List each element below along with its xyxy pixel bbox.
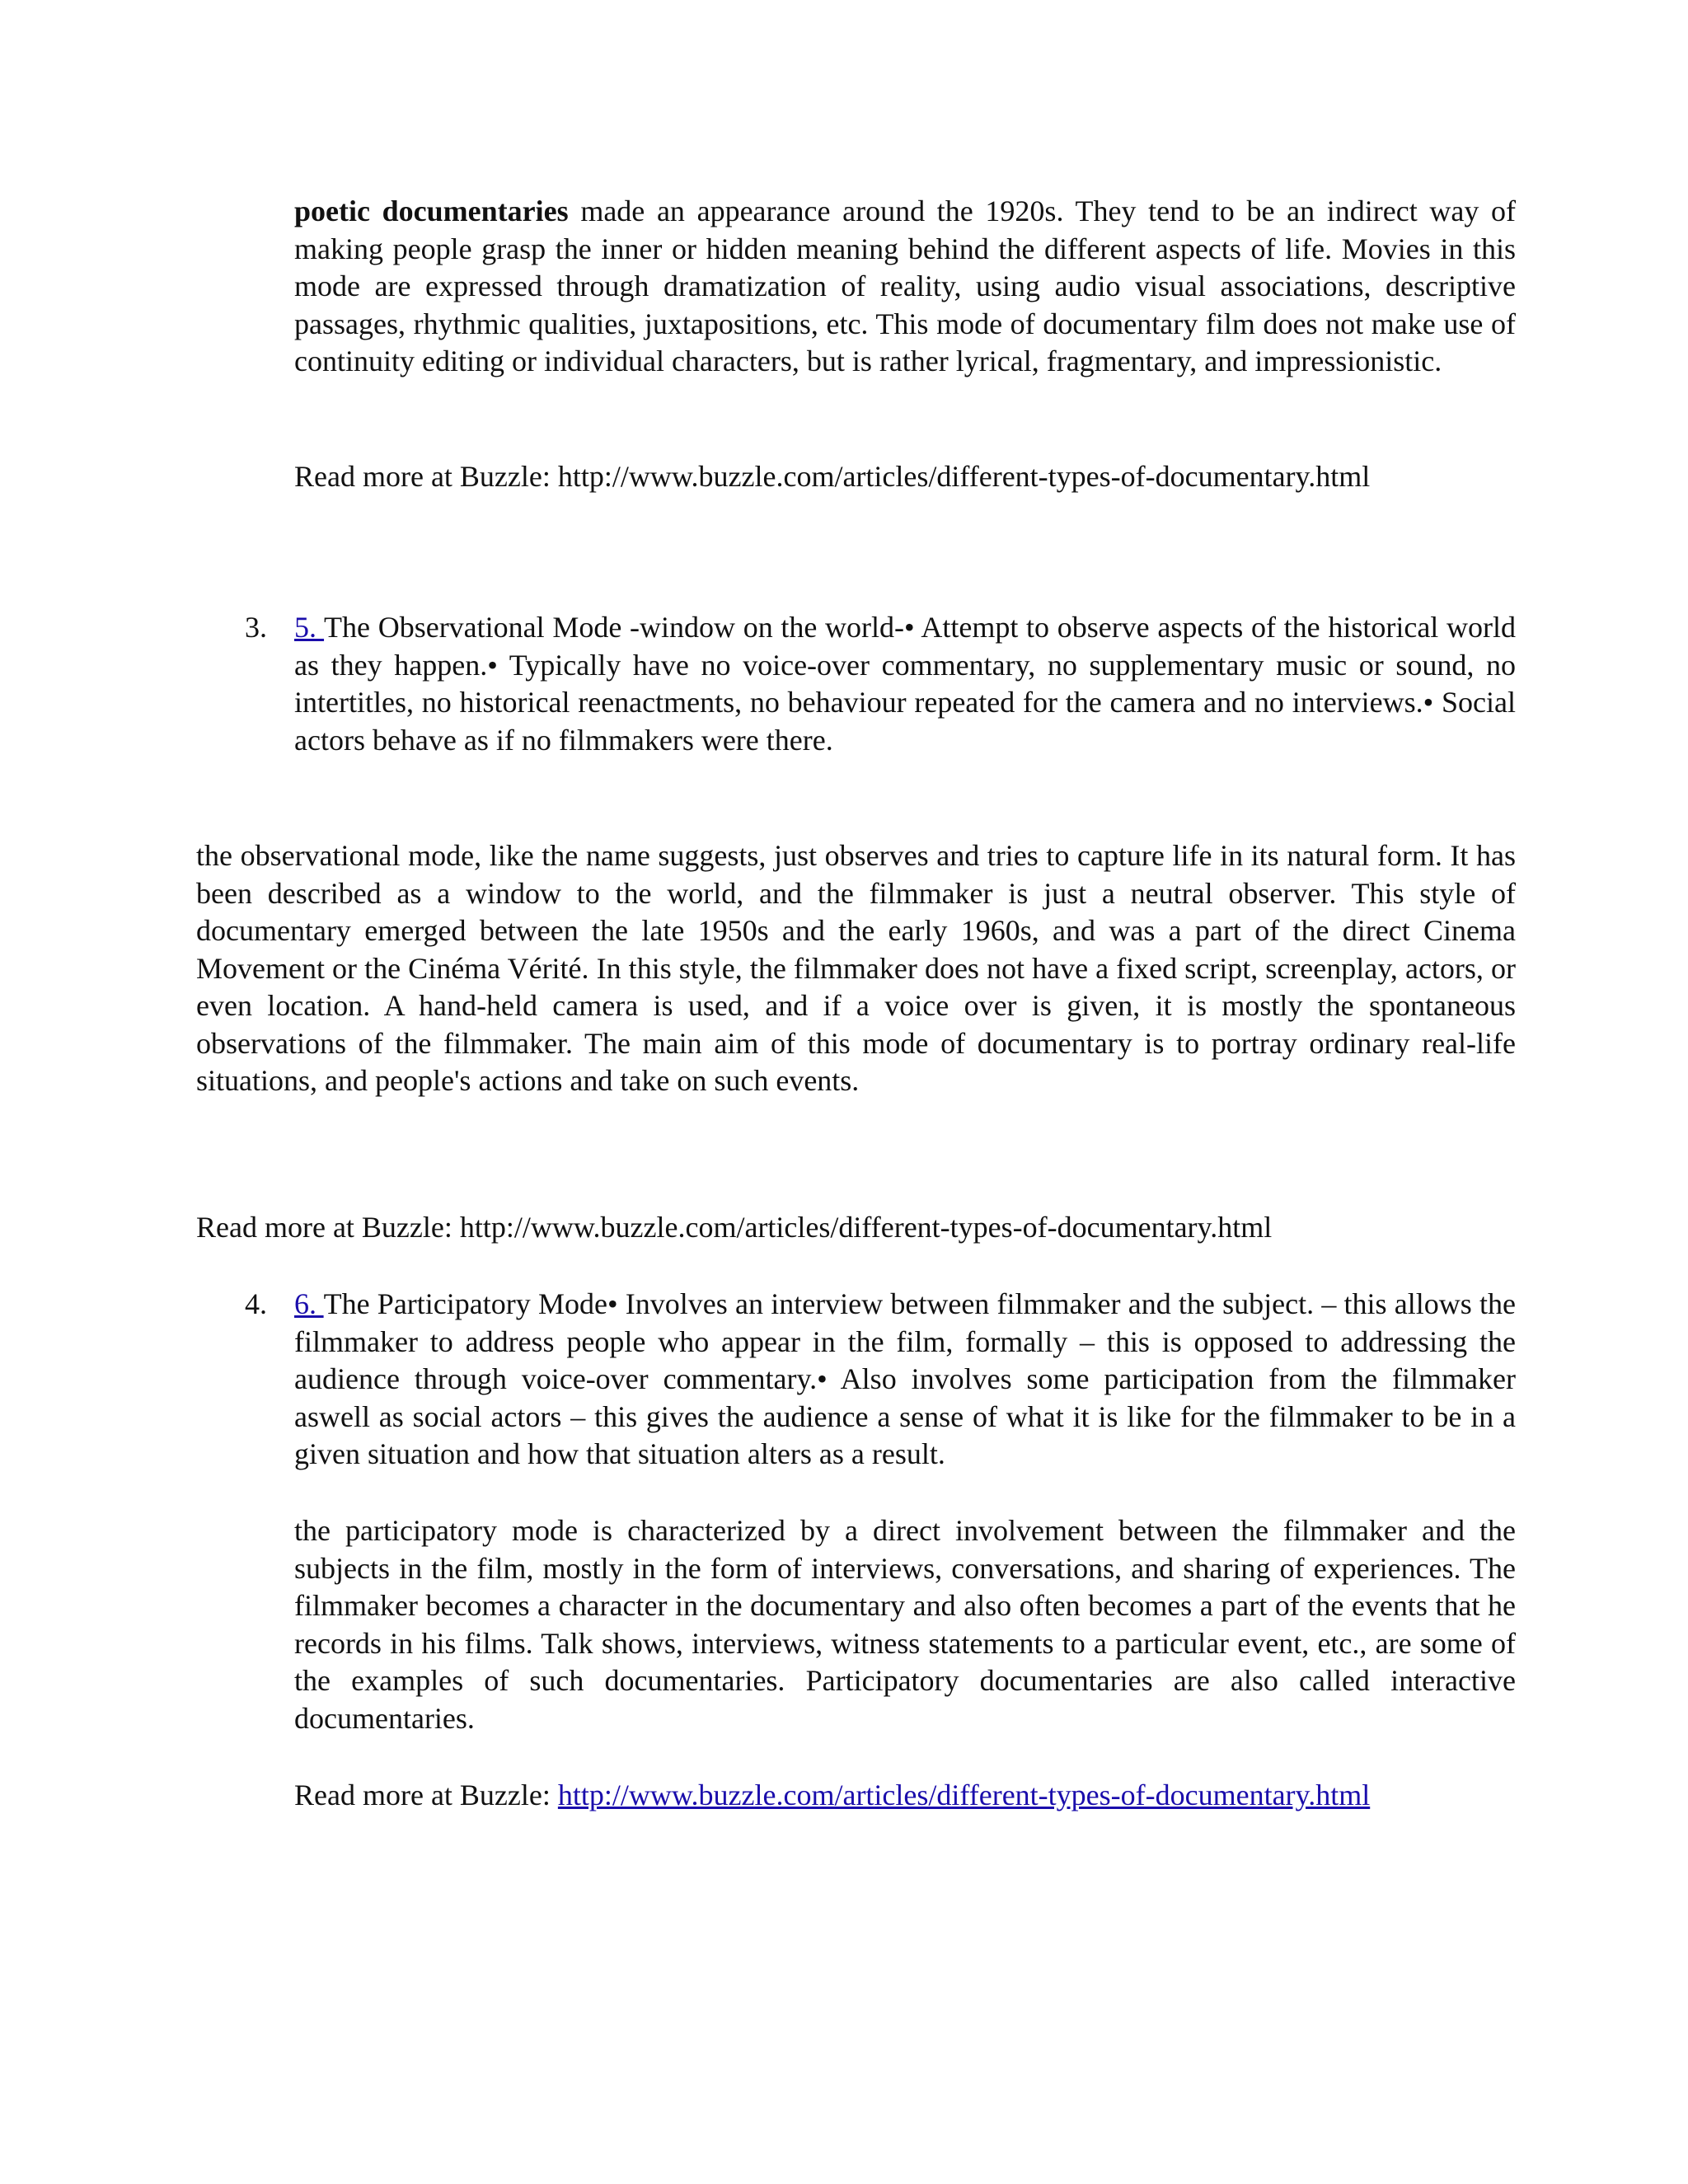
- footnote-link-5[interactable]: 5.: [294, 611, 325, 644]
- participatory-heading: [294, 1286, 1516, 1474]
- list-number-3: 3.: [245, 611, 267, 644]
- poetic-read-more: Read more at Buzzle: http://www.buzzle.com/articles/different-types-of-documentary.html: [294, 460, 1371, 493]
- observational-read-more: Read more at Buzzle: http://www.buzzle.com/articles/different-types-of-documentary.html: [196, 1211, 1273, 1244]
- observational-description: the observational mode, like the name suggests, just observes and tries to capture life in its natural form. It has been described as a window to the world, and the filmmaker is just a neutral observer. This style of documentary emerged between the late 1950s and the early 1960s, and was a part of the direct Cinema Movement or the Cinéma Vérité. In this style, the filmmaker does not have a fixed script, screenplay, actors, or even location. A hand-held camera is used, and if a voice over is given, it is mostly the spontaneous observations of the filmmaker. The main aim of this mode of documentary is to portray ordinary real-life situations, and people's actions and take on such events.: [196, 839, 1516, 1097]
- poetic-term: poetic documentaries: [294, 194, 569, 227]
- list-number-4: 4.: [245, 1287, 267, 1320]
- buzzle-link[interactable]: http://www.buzzle.com/articles/different-types-of-documentary.html: [557, 1779, 1371, 1811]
- read-more-prefix: Read more at Buzzle:: [294, 1779, 558, 1811]
- poetic-text: made an appearance around the 1920s. They tend to be an indirect way of making people grasp the inner or hidden meaning behind the different aspects of life. Movies in this mode are expressed through dramatization of reality, using audio visual associations, descriptive passages, rhythmic qualities, juxtapositions, etc. This mode of documentary film does not make use of continuity editing or individual characters, but is rather lyrical, fragmentary, and impressionistic.: [294, 194, 1517, 377]
- footnote-link-6[interactable]: 6.: [294, 1287, 324, 1320]
- participatory-description: the participatory mode is characterized by a direct involvement between the filmmaker and the subjects in the film, mostly in the form of interviews, conversations, and sharing of experiences. The filmmaker becomes a character in the documentary and also often becomes a part of the events that he records in his films. Talk shows, interviews, witness statements to a particular event, etc., are some of the examples of such documentaries. Participatory documentaries are also called interactive documentaries.: [294, 1514, 1516, 1735]
- poetic-paragraph: [294, 193, 1516, 381]
- participatory-read-more: [294, 1777, 1370, 1815]
- participatory-heading-text: The Participatory Mode• Involves an interview between filmmaker and the subject. – this allows the filmmaker to address people who appear in the film, formally – this is opposed to addressing the audience through voice-over commentary.• Also involves some participation from the filmmaker aswell as social actors – this gives the audience a sense of what it is like for the filmmaker to be in a given situation and how that situation alters as a result.: [294, 1287, 1517, 1470]
- observational-heading-text: The Observational Mode -window on the world-• Attempt to observe aspects of the historical world as they happen.• Typically have no voice-over commentary, no supplementary music or sound, no intertitles, no historical reenactments, no behaviour repeated for the camera and no interviews.• Social actors behave as if no filmmakers were there.: [294, 611, 1516, 757]
- observational-heading: [294, 609, 1516, 759]
